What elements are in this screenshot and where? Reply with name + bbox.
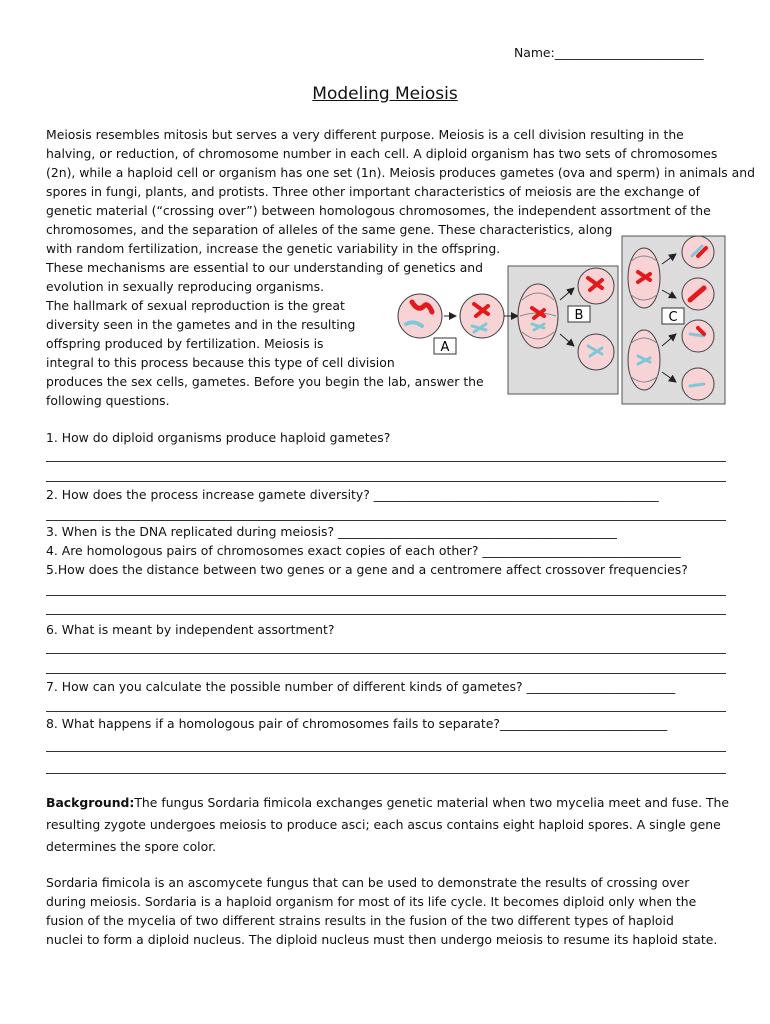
intro-line: genetic material (“crossing over”) between homologous chromosomes, the independent assortment of the [46, 203, 711, 218]
sordaria-line: fusion of the mycelia of two different strains results in the fusion of the two different types of haploid [46, 913, 674, 928]
intro-line: halving, or reduction, of chromosome number in each cell. A diploid organism has two sets of chromosomes [46, 146, 718, 161]
gamete-3-icon [682, 320, 714, 352]
answer-line[interactable] [46, 711, 726, 712]
cell-diploid-icon [398, 294, 442, 338]
intro-line: offspring produced by fertilization. Meiosis is [46, 336, 324, 351]
name-field-label: Name:________________________ [514, 45, 704, 60]
intro-line: produces the sex cells, gametes. Before you begin the lab, answer the [46, 374, 484, 389]
answer-line[interactable] [46, 773, 726, 774]
intro-line: These mechanisms are essential to our understanding of genetics and [46, 260, 484, 275]
answer-line[interactable] [46, 595, 726, 596]
answer-line[interactable] [46, 461, 726, 462]
background-line [46, 792, 729, 814]
answer-line[interactable] [46, 673, 726, 674]
intro-line: chromosomes, and the separation of alleles of the same gene. These characteristics, along [46, 222, 613, 237]
background-line: determines the spore color. [46, 839, 217, 854]
cell-replicated-icon [460, 294, 504, 338]
answer-line[interactable] [46, 520, 726, 521]
sordaria-line: nuclei to form a diploid nucleus. The diploid nucleus must then undergo meiosis to resume its haploid state. [46, 932, 718, 947]
question-6: 6. What is meant by independent assortment? [46, 622, 335, 637]
answer-line[interactable] [46, 614, 726, 615]
answer-line[interactable] [46, 653, 726, 654]
background-line: resulting zygote undergoes meiosis to produce asci; each ascus contains eight haploid spores. A single gene [46, 817, 721, 832]
background-text: The fungus Sordaria fimicola exchanges genetic material when two mycelia meet and fuse. The [134, 795, 729, 810]
sordaria-line: Sordaria fimicola is an ascomycete fungus that can be used to demonstrate the results of crossing over [46, 875, 690, 890]
background-heading: Background: [46, 795, 135, 810]
intro-line: spores in fungi, plants, and protists. Three other important characteristics of meiosis are the exchange of [46, 184, 701, 199]
question-2: 2. How does the process increase gamete diversity? ______________________________________________ [46, 487, 659, 502]
cell-metaphase-1-icon [518, 284, 558, 348]
label-b: B [574, 308, 584, 323]
label-c: C [668, 310, 678, 325]
answer-line[interactable] [46, 481, 726, 482]
gamete-1-icon [682, 236, 714, 268]
question-7: 7. How can you calculate the possible number of different kinds of gametes? ________________________ [46, 679, 676, 694]
gamete-4-icon [682, 368, 714, 400]
cell-metaphase-2-top-icon [628, 248, 660, 308]
question-5: 5.How does the distance between two genes or a gene and a centromere affect crossover frequencies? [46, 562, 688, 577]
gamete-2-icon [682, 278, 714, 310]
intro-line: evolution in sexually reproducing organisms. [46, 279, 325, 294]
cell-metaphase-2-bottom-icon [628, 330, 660, 390]
question-4: 4. Are homologous pairs of chromosomes exact copies of each other? ________________________________ [46, 543, 681, 558]
intro-line: Meiosis resembles mitosis but serves a very different purpose. Meiosis is a cell division resulting in the [46, 127, 684, 142]
meiosis-diagram [392, 234, 728, 410]
page-title: Modeling Meiosis [312, 84, 458, 104]
sordaria-line: during meiosis. Sordaria is a haploid organism for most of its life cycle. It becomes diploid only when the [46, 894, 697, 909]
intro-line: integral to this process because this type of cell division [46, 355, 395, 370]
question-8: 8. What happens if a homologous pair of chromosomes fails to separate?___________________________ [46, 716, 668, 731]
intro-line: with random fertilization, increase the genetic variability in the offspring. [46, 241, 501, 256]
intro-line: The hallmark of sexual reproduction is the great [46, 298, 345, 313]
intro-line: diversity seen in the gametes and in the resulting [46, 317, 356, 332]
question-1: 1. How do diploid organisms produce haploid gametes? [46, 430, 391, 445]
cell-meiosis-1-bottom-icon [578, 334, 614, 370]
intro-line: (2n), while a haploid cell or organism has one set (1n). Meiosis produces gametes (ova and sperm) in animals and [46, 165, 755, 180]
question-3: 3. When is the DNA replicated during meiosis? _____________________________________________ [46, 524, 617, 539]
cell-meiosis-1-top-icon [578, 268, 614, 304]
intro-line: following questions. [46, 393, 170, 408]
answer-line[interactable] [46, 751, 726, 752]
label-a: A [440, 340, 450, 355]
